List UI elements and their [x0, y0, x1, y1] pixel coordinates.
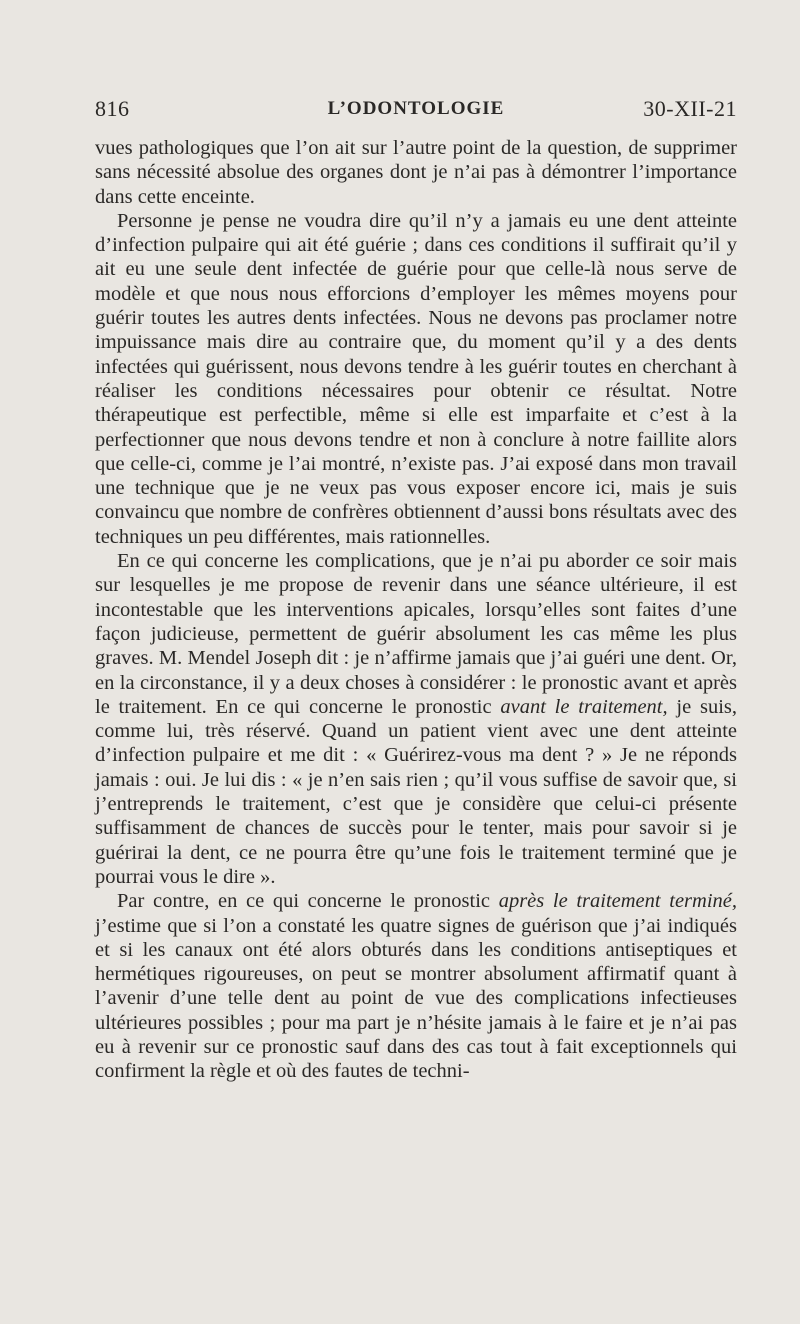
issue-date: 30-XII-21 [643, 96, 737, 121]
body-text [95, 136, 737, 1084]
journal-title: L’ODONTOLOGIE [327, 98, 505, 119]
paragraph-4-part-2: j’estime que si l’on a constaté les quatre signes de guérison que j’ai indiqués et si les canaux ont été alors obturés dans les conditions antiseptiques et hermétiques rigoureuses, on peut se montrer absolument affirmatif quant à l’avenir d’une telle dent au point de vue des complications infectieuses ultérieures possibles ; pour ma part je n’hésite jamais à le faire et je n’ai pas eu à revenir sur ce pronostic sauf dans des cas tout à fait exceptionnels qui confirment la règle et où des fautes de techni- [95, 914, 737, 1083]
paragraph-1: vues pathologiques que l’on ait sur l’autre point de la question, de supprimer sans nécessité absolue des organes dont je n’ai pas à démontrer l’importance dans cette enceinte. [95, 137, 737, 208]
paragraph-4-part-1: Par contre, en ce qui concerne le pronostic [117, 890, 499, 913]
paragraph-2: Personne je pense ne voudra dire qu’il n’y a jamais eu une dent atteinte d’infection pulpaire qui ait été guérie ; dans ces conditions il suffirait qu’il y ait eu une seule dent infectée de guérie pour que celle-là nous serve de modèle et que nous nous efforcions d’employer les mêmes moyens pour guérir toutes les autres dents infectées. Nous ne devons pas proclamer notre impuissance mais dire au contraire que, du moment qu’il y a des dents infectées qui guérissent, nous devons tendre à les guérir toutes en cherchant à réaliser les conditions nécessaires pour obtenir ce résultat. Notre thérapeutique est perfectible, même si elle est imparfaite et c’est à la perfectionner que nous devons tendre et non à conclure à notre faillite alors que celle-ci, comme je l’ai montré, n’existe pas. J’ai exposé dans mon travail une technique que je ne veux pas vous exposer encore ici, mais je suis convaincu que nombre de confrères obtiennent d’aussi bons résultats avec des techniques un peu différentes, mais rationnelles. [95, 209, 737, 548]
running-header [95, 96, 737, 130]
paragraph-3-emphasis: avant le traitement, [500, 695, 668, 718]
paragraph-3 [95, 549, 737, 889]
paragraph-3-part-2: je suis, comme lui, très réservé. Quand un patient vient avec une dent atteinte d’infection pulpaire et me dit : « Guérirez-vous ma dent ? » Je ne réponds jamais : oui. Je lui dis : « je n’en sais rien ; qu’il vous suffise de savoir que, si j’entreprends le traitement, c’est que je considère que celui-ci présente suffisamment de chances de succès pour le tenter, mais pour savoir si je guérirai la dent, ce ne pourra être qu’une fois le traitement terminé que je pourrai vous le dire ». [95, 695, 737, 888]
paragraph-4-emphasis: après le traitement terminé, [498, 890, 737, 913]
paragraph-4 [95, 889, 737, 1083]
paragraph-3-part-1: En ce qui concerne les complications, que je n’ai pu aborder ce soir mais sur lesquelles je me propose de revenir dans une séance ultérieure, il est incontestable que les interventions apicales, lorsqu’elles sont faites d’une façon judicieuse, permettent de guérir absolument les cas même les plus graves. M. Mendel Joseph dit : je n’affirme jamais que j’ai guéri une dent. Or, en la circonstance, il y a deux choses à considérer : le pronostic avant et après le traitement. En ce qui concerne le pronostic [95, 550, 737, 718]
page-number: 816 [95, 96, 130, 121]
